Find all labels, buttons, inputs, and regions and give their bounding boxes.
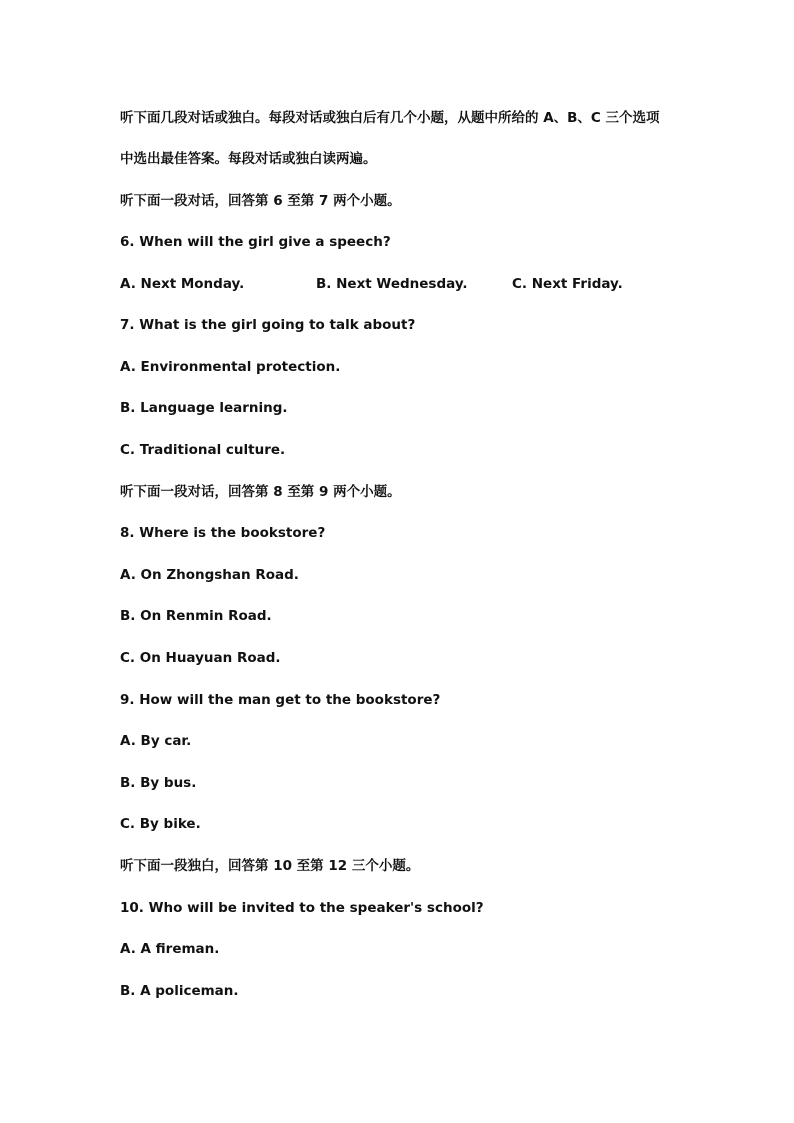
- question-6: 6. When will the girl give a speech?: [120, 234, 391, 250]
- instructions-line-1: 听下面几段对话或独白。每段对话或独白后有几个小题，从题中所给的 A、B、C 三个选项: [120, 110, 660, 126]
- q6-option-c: C. Next Friday.: [512, 276, 623, 292]
- question-10: 10. Who will be invited to the speaker's school?: [120, 900, 484, 916]
- question-8: 8. Where is the bookstore?: [120, 525, 326, 541]
- instructions-line-2: 中选出最佳答案。每段对话或独白读两遍。: [120, 151, 377, 167]
- q8-option-c: C. On Huayuan Road.: [120, 650, 281, 666]
- q9-option-b: B. By bus.: [120, 775, 197, 791]
- section-heading-6-7: 听下面一段对话，回答第 6 至第 7 两个小题。: [120, 193, 401, 209]
- q7-option-c: C. Traditional culture.: [120, 442, 286, 458]
- q9-option-c: C. By bike.: [120, 816, 201, 832]
- section-heading-10-12: 听下面一段独白，回答第 10 至第 12 三个小题。: [120, 858, 420, 874]
- q7-option-a: A. Environmental protection.: [120, 359, 341, 375]
- q6-option-b: B. Next Wednesday.: [316, 276, 468, 292]
- question-7: 7. What is the girl going to talk about?: [120, 317, 416, 333]
- q6-option-a: A. Next Monday.: [120, 276, 245, 292]
- q9-option-a: A. By car.: [120, 733, 192, 749]
- q8-option-b: B. On Renmin Road.: [120, 608, 272, 624]
- question-9: 9. How will the man get to the bookstore?: [120, 692, 441, 708]
- q7-option-b: B. Language learning.: [120, 400, 288, 416]
- section-heading-8-9: 听下面一段对话，回答第 8 至第 9 两个小题。: [120, 484, 401, 500]
- q8-option-a: A. On Zhongshan Road.: [120, 567, 299, 583]
- q10-option-b: B. A policeman.: [120, 983, 239, 999]
- q10-option-a: A. A fireman.: [120, 941, 220, 957]
- question-6-options: [120, 275, 680, 293]
